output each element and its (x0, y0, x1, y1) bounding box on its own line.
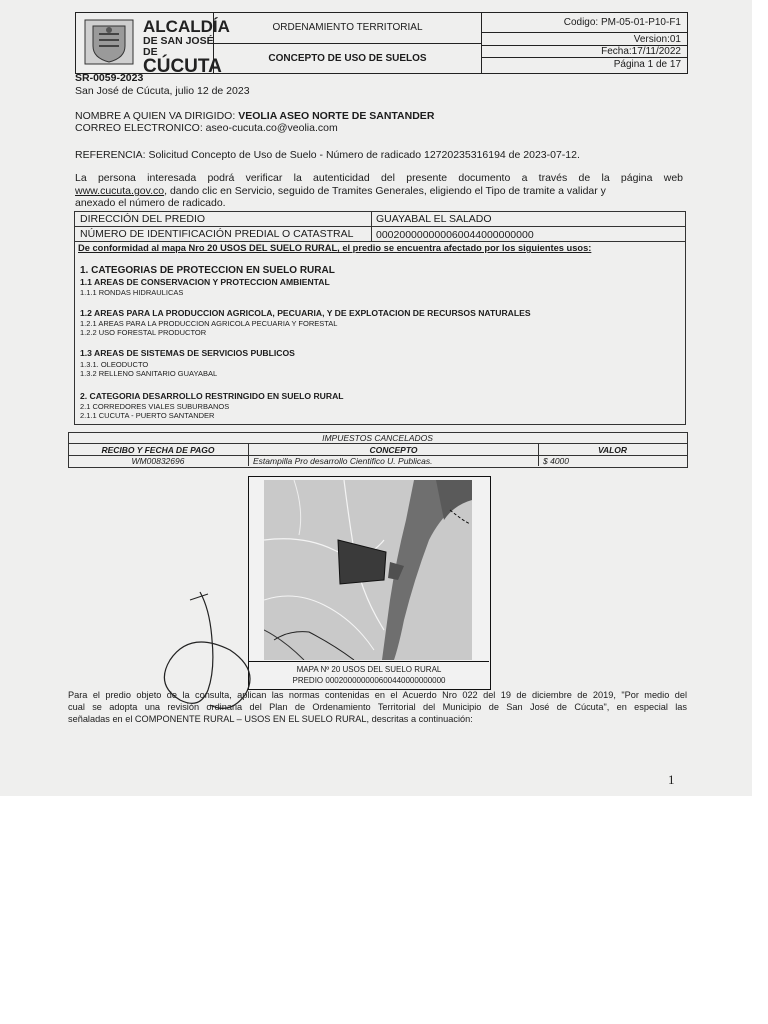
id-predial-label: NÚMERO DE IDENTIFICACIÓN PREDIAL O CATASTRAL (80, 228, 354, 240)
section-2-heading: 2. CATEGORIA DESARROLLO RESTRINGIDO EN SUELO RURAL (80, 391, 344, 401)
closing-line-3: señaladas en el COMPONENTE RURAL – USOS EN EL SUELO RURAL, descritas a continuación: (68, 714, 473, 724)
section-1-heading: 1. CATEGORIAS DE PROTECCION EN SUELO RURAL (80, 265, 335, 276)
verify-text: , dando clic en Servicio, seguido de Tramites Generales, eligiendo el Tipo de tramite a validar y (164, 185, 606, 197)
page-count-label: Página 1 de 17 (613, 59, 681, 70)
logo-line-3: CÚCUTA (143, 56, 222, 77)
closing-line-1: Para el predio objeto de la consulta, aplican las normas contenidas en el Acuerdo Nro 022 del 19 de diciembre de 2019, "Por medio del (68, 690, 687, 700)
valor-column-header: VALOR (597, 445, 628, 455)
closing-line-2: cual se adopta una revisión ordinaria del Plan de Ordenamiento Territorial del Municipio de San José de Cúcuta", en especial las (68, 702, 687, 712)
date-line: San José de Cúcuta, julio 12 de 2023 (75, 85, 250, 97)
alcaldia-logo (81, 16, 230, 77)
concepto-column-header: CONCEPTO (369, 445, 418, 455)
section-1-2-heading: 1.2 AREAS PARA LA PRODUCCION AGRICOLA, PECUARIA, Y DE EXPLOTACION DE RECURSOS NATURALES (80, 308, 531, 318)
verify-paragraph-line-2 (75, 185, 683, 197)
map-caption-title: MAPA Nº 20 USOS DEL SUELO RURAL (296, 665, 442, 674)
map-caption-predio: PREDIO 000200000000600440000000000 (292, 676, 446, 685)
section-1-1-1: 1.1.1 RONDAS HIDRAULICAS (80, 288, 184, 297)
email-line: CORREO ELECTRONICO: aseo-cucuta.co@veolia.com (75, 122, 338, 134)
logo-line-2: DE SAN JOSÉ DE (143, 35, 214, 58)
section-1-3-2: 1.3.2 RELLENO SANITARIO GUAYABAL (80, 369, 218, 378)
document-title: CONCEPTO DE USO DE SUELOS (268, 53, 427, 64)
referencia-line: REFERENCIA: Solicitud Concepto de Uso de Suelo - Número de radicado 12720235316194 de 2023-07-12. (75, 149, 580, 161)
addressee-label: NOMBRE A QUIEN VA DIRIGIDO: (75, 110, 236, 122)
section-1-3-1: 1.3.1. OLEODUCTO (80, 360, 149, 369)
logo-line-1: ALCALDÍA (143, 17, 230, 36)
section-2-1: 2.1 CORREDORES VIALES SUBURBANOS (80, 402, 230, 411)
direccion-label: DIRECCIÓN DEL PREDIO (80, 213, 206, 225)
section-1-2-2: 1.2.2 USO FORESTAL PRODUCTOR (80, 328, 207, 337)
concepto-value: Estampilla Pro desarrollo Cientifico U. Publicas. (253, 456, 433, 466)
section-1-1-heading: 1.1 AREAS DE CONSERVACION Y PROTECCION AMBIENTAL (80, 277, 330, 287)
recibo-value: WM00832696 (131, 456, 185, 466)
verify-paragraph-line-1: La persona interesada podrá verificar la autenticidad del presente documento a través de la página web (75, 172, 683, 184)
coat-of-arms-icon (81, 16, 137, 68)
section-1-3-heading: 1.3 AREAS DE SISTEMAS DE SERVICIOS PUBLICOS (80, 348, 295, 358)
direccion-value: GUAYABAL EL SALADO (376, 213, 492, 225)
page-number: 1 (668, 772, 675, 787)
document-number: SR-0059-2023 (75, 72, 144, 84)
impuestos-title: IMPUESTOS CANCELADOS (322, 433, 433, 443)
handwritten-signature (150, 590, 300, 720)
version-label: Version:01 (633, 34, 681, 45)
verify-paragraph-line-3: anexado el número de radicado. (75, 197, 226, 209)
section-2-1-1: 2.1.1 CUCUTA - PUERTO SANTANDER (80, 411, 215, 420)
cucuta-website-link[interactable]: www.cucuta.gov.co (75, 185, 165, 197)
document-header (75, 12, 688, 77)
addressee-line (75, 110, 434, 122)
fecha-label: Fecha:17/11/2022 (601, 46, 681, 57)
addressee-name: VEOLIA ASEO NORTE DE SANTANDER (238, 110, 435, 122)
codigo-label: Codigo: PM-05-01-P10-F1 (563, 17, 681, 28)
recibo-column-header: RECIBO Y FECHA DE PAGO (101, 445, 215, 455)
conformidad-line: De conformidad al mapa Nro 20 USOS DEL SUELO RURAL, el predio se encuentra afectado por los siguientes usos: (78, 243, 592, 253)
valor-value: $ 4000 (543, 456, 569, 466)
section-1-2-1: 1.2.1 AREAS PARA LA PRODUCCION AGRICOLA PECUARIA Y FORESTAL (80, 319, 338, 328)
id-predial-value: 000200000000060044000000000 (376, 229, 534, 241)
area-label: ORDENAMIENTO TERRITORIAL (272, 22, 423, 33)
